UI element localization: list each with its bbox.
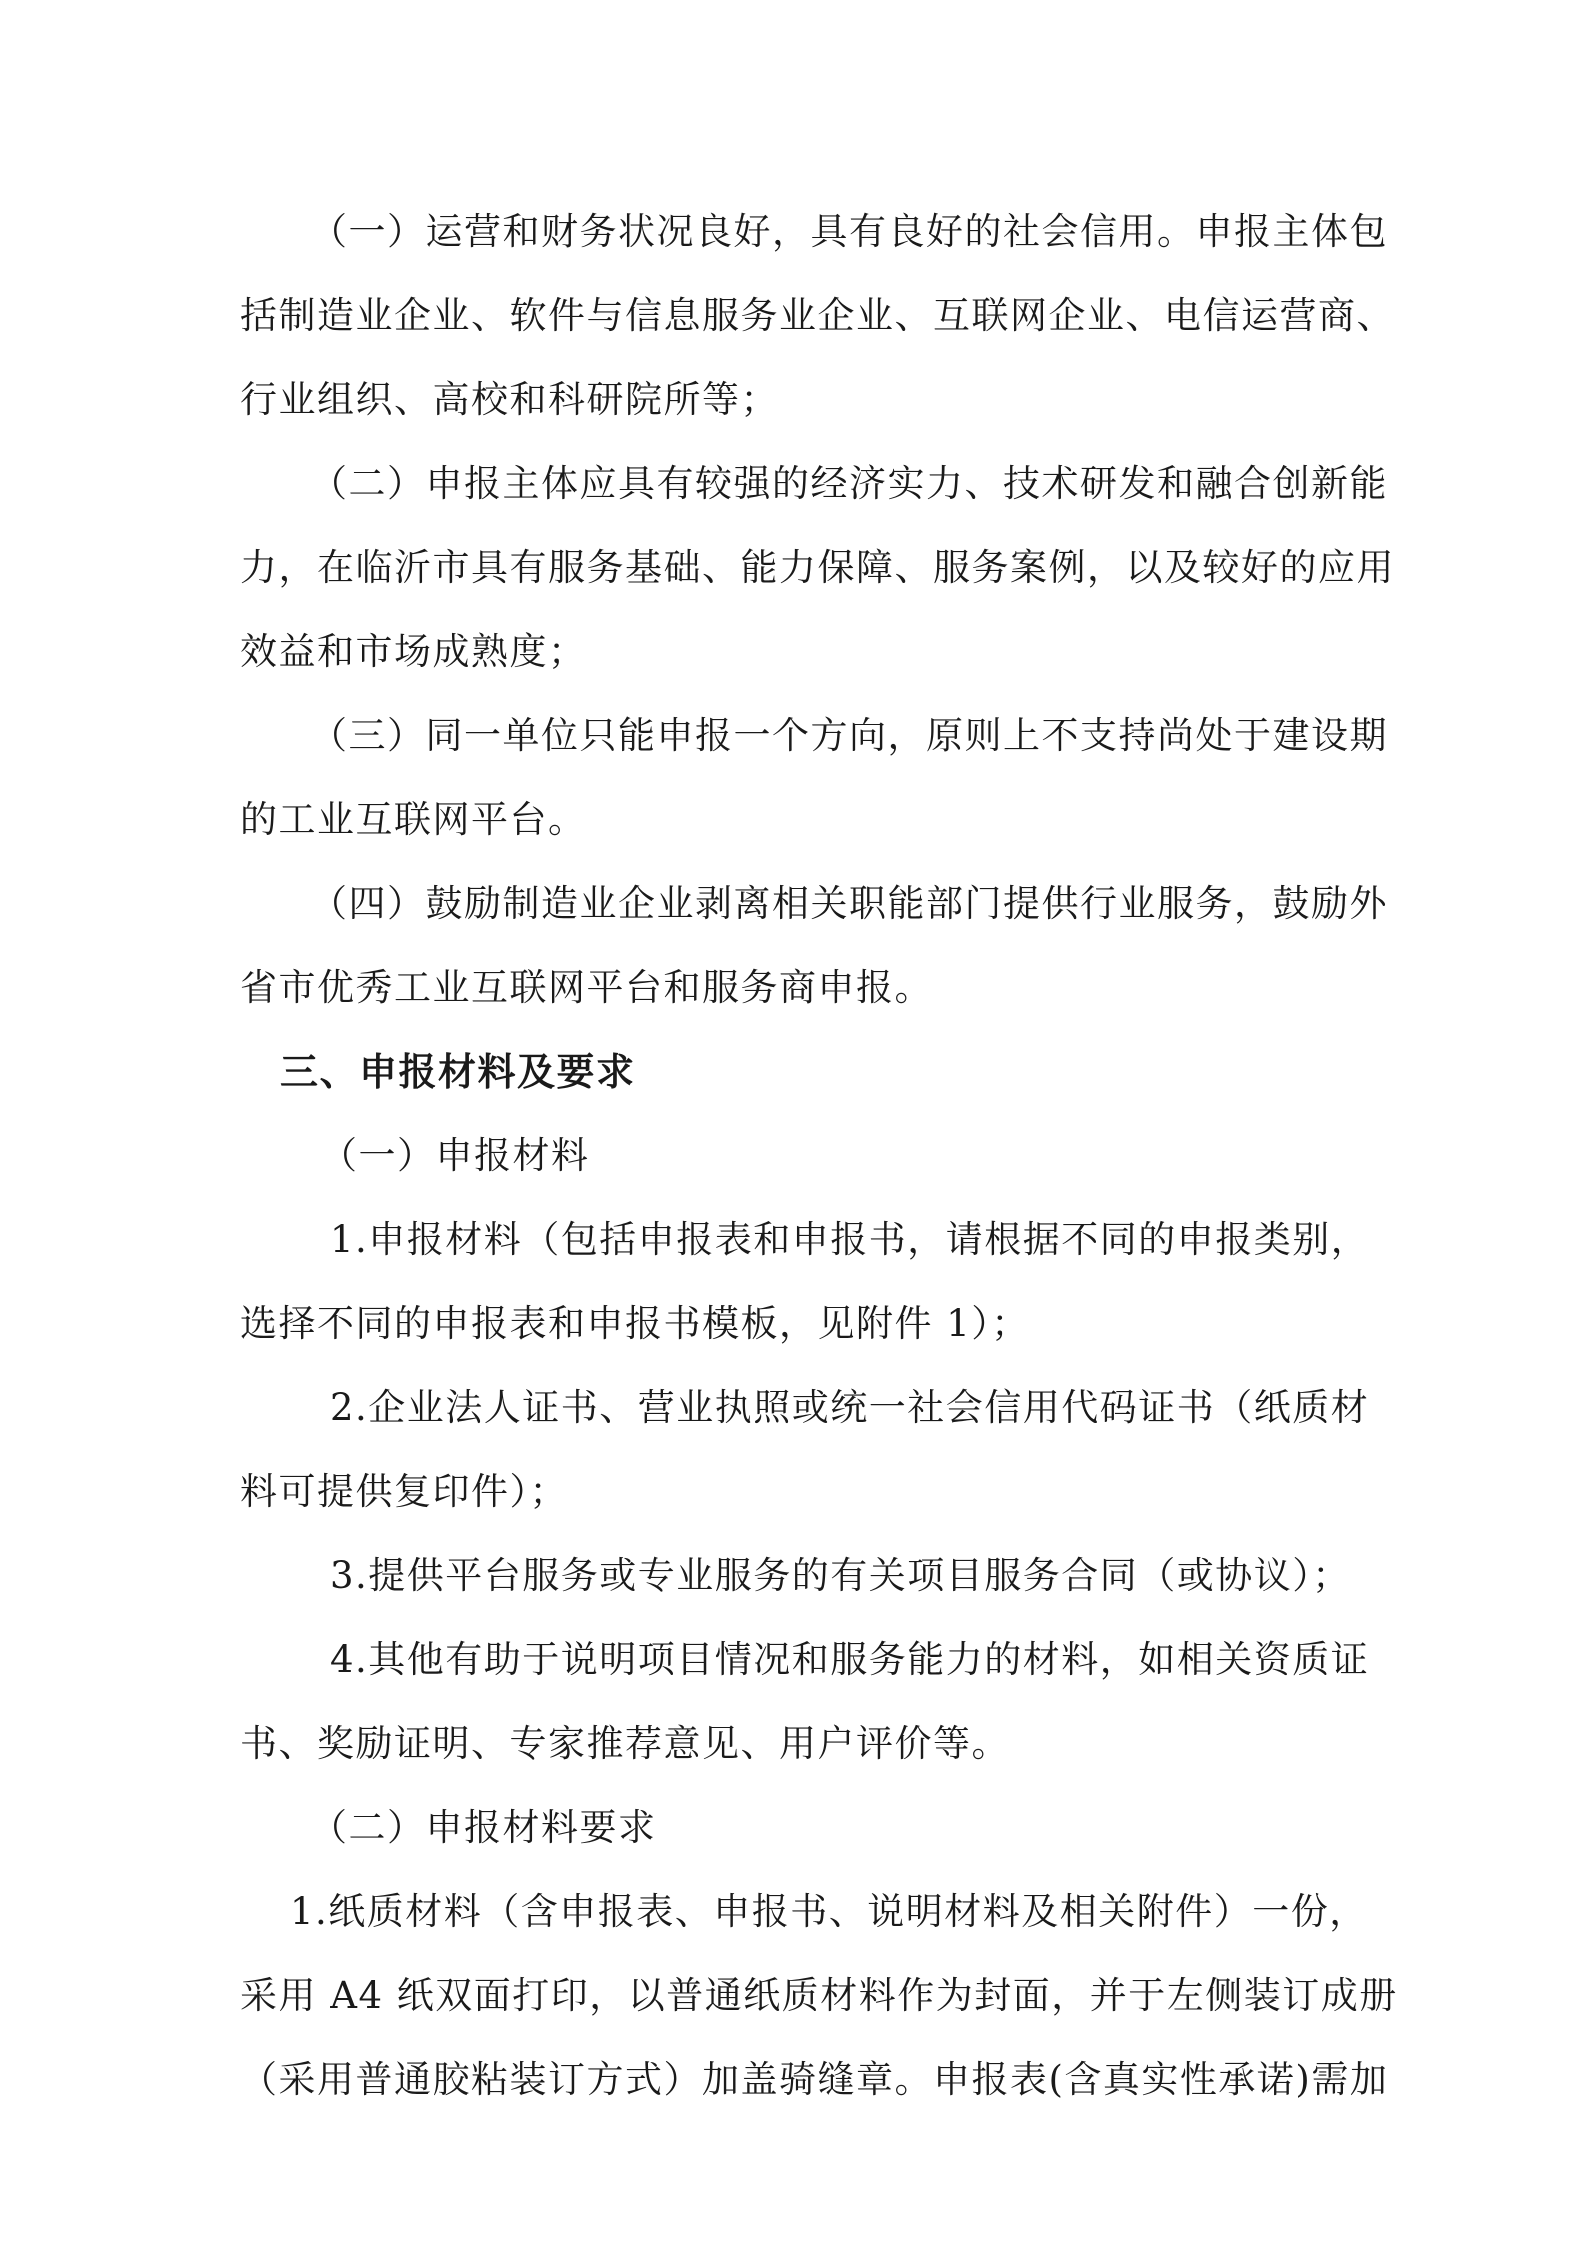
text-line: 2.企业法人证书、营业执照或统一社会信用代码证书（纸质材: [330, 1386, 1370, 1429]
text-line: 4.其他有助于说明项目情况和服务能力的材料，如相关资质证: [330, 1638, 1370, 1681]
text-line: 1.纸质材料（含申报表、申报书、说明材料及相关附件）一份，: [290, 1890, 1368, 1933]
text-line: 效益和市场成熟度；: [240, 630, 587, 673]
text-line: 的工业互联网平台。: [240, 798, 587, 841]
section-heading: 三、申报材料及要求: [280, 1050, 636, 1094]
text-line: 书、奖励证明、专家推荐意见、用户评价等。: [240, 1722, 1010, 1765]
text-line: （三）同一单位只能申报一个方向，原则上不支持尚处于建设期: [310, 714, 1388, 757]
subsection-heading: （一）申报材料: [320, 1134, 590, 1177]
text-line: （采用普通胶粘装订方式）加盖骑缝章。申报表(含真实性承诺)需加: [240, 2058, 1389, 2101]
text-line: 采用 A4 纸双面打印，以普通纸质材料作为封面，并于左侧装订成册: [240, 1974, 1398, 2017]
text-line: 选择不同的申报表和申报书模板，见附件 1）；: [240, 1302, 1030, 1345]
text-line: 行业组织、高校和科研院所等；: [240, 378, 779, 421]
text-line: 括制造业企业、软件与信息服务业企业、互联网企业、电信运营商、: [240, 294, 1395, 337]
text-line: 1.申报材料（包括申报表和申报书，请根据不同的申报类别，: [330, 1218, 1370, 1261]
text-line: （一）运营和财务状况良好，具有良好的社会信用。申报主体包: [310, 210, 1388, 253]
text-line: （二）申报主体应具有较强的经济实力、技术研发和融合创新能: [310, 462, 1388, 505]
text-line: 力，在临沂市具有服务基础、能力保障、服务案例，以及较好的应用: [240, 546, 1395, 589]
text-line: 料可提供复印件）；: [240, 1470, 568, 1513]
text-line: 3.提供平台服务或专业服务的有关项目服务合同（或协议）；: [330, 1554, 1351, 1597]
text-line: （四）鼓励制造业企业剥离相关职能部门提供行业服务，鼓励外: [310, 882, 1388, 925]
subsection-heading: （二）申报材料要求: [310, 1806, 657, 1849]
text-line: 省市优秀工业互联网平台和服务商申报。: [240, 966, 933, 1009]
